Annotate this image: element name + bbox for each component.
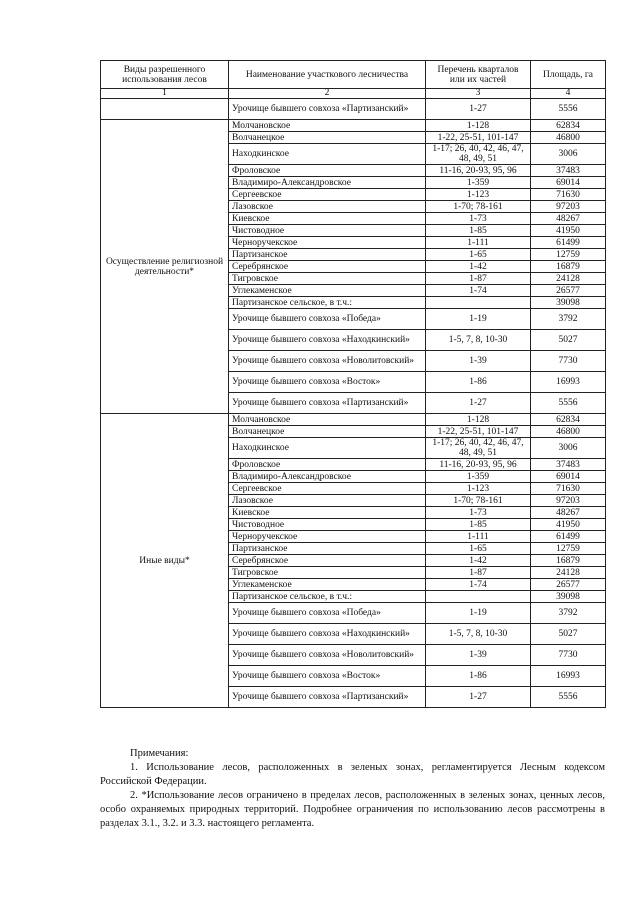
forestry-name: Урочище бывшего совхоза «Новолитовский» bbox=[229, 351, 426, 372]
header-forestry-name: Наименование участкового лесничества bbox=[229, 61, 426, 89]
forestry-name: Фроловское bbox=[229, 165, 426, 177]
area: 61499 bbox=[531, 531, 606, 543]
forestry-name: Черноручекское bbox=[229, 531, 426, 543]
quarters: 1-73 bbox=[426, 507, 531, 519]
column-number-row bbox=[101, 89, 606, 99]
quarters: 1-19 bbox=[426, 603, 531, 624]
quarters: 1-86 bbox=[426, 372, 531, 393]
forestry-name: Урочище бывшего совхоза «Находкинский» bbox=[229, 624, 426, 645]
area: 16993 bbox=[531, 666, 606, 687]
forestry-name: Волчанецкое bbox=[229, 426, 426, 438]
use-type-cell bbox=[101, 99, 229, 120]
area: 48267 bbox=[531, 507, 606, 519]
area: 69014 bbox=[531, 471, 606, 483]
forestry-name: Черноручекское bbox=[229, 237, 426, 249]
area: 16993 bbox=[531, 372, 606, 393]
quarters: 1-5, 7, 8, 10-30 bbox=[426, 330, 531, 351]
area: 39098 bbox=[531, 297, 606, 309]
area: 48267 bbox=[531, 213, 606, 225]
quarters: 1-19 bbox=[426, 309, 531, 330]
area: 16879 bbox=[531, 261, 606, 273]
area: 62834 bbox=[531, 414, 606, 426]
forestry-name: Серебрянское bbox=[229, 261, 426, 273]
forestry-name: Урочище бывшего совхоза «Восток» bbox=[229, 372, 426, 393]
quarters: 1-359 bbox=[426, 471, 531, 483]
forestry-name: Молчановское bbox=[229, 414, 426, 426]
area: 3006 bbox=[531, 144, 606, 165]
area: 37483 bbox=[531, 165, 606, 177]
forestry-name: Урочище бывшего совхоза «Восток» bbox=[229, 666, 426, 687]
quarters: 1-85 bbox=[426, 225, 531, 237]
quarters: 1-128 bbox=[426, 414, 531, 426]
header-area: Площадь, га bbox=[531, 61, 606, 89]
quarters: 1-111 bbox=[426, 531, 531, 543]
forestry-name: Волчанецкое bbox=[229, 132, 426, 144]
area: 5556 bbox=[531, 393, 606, 414]
area: 12759 bbox=[531, 543, 606, 555]
forestry-name: Урочище бывшего совхоза «Победа» bbox=[229, 309, 426, 330]
use-type-cell: Осуществление религиозной деятельности* bbox=[101, 120, 229, 414]
quarters: 11-16, 20-93, 95, 96 bbox=[426, 165, 531, 177]
area: 97203 bbox=[531, 201, 606, 213]
quarters: 1-123 bbox=[426, 483, 531, 495]
forestry-name: Фроловское bbox=[229, 459, 426, 471]
forestry-name: Партизанское bbox=[229, 249, 426, 261]
use-type-cell: Иные виды* bbox=[101, 414, 229, 708]
quarters: 11-16, 20-93, 95, 96 bbox=[426, 459, 531, 471]
column-number: 4 bbox=[531, 89, 606, 99]
header-quarters: Перечень кварталов или их частей bbox=[426, 61, 531, 89]
quarters: 1-87 bbox=[426, 567, 531, 579]
header-row bbox=[101, 61, 606, 89]
quarters: 1-70; 78-161 bbox=[426, 201, 531, 213]
area: 41950 bbox=[531, 519, 606, 531]
quarters: 1-39 bbox=[426, 351, 531, 372]
area: 41950 bbox=[531, 225, 606, 237]
quarters: 1-27 bbox=[426, 687, 531, 708]
area: 24128 bbox=[531, 567, 606, 579]
forestry-name: Киевское bbox=[229, 507, 426, 519]
forestry-name: Углекаменское bbox=[229, 579, 426, 591]
forestry-name: Сергеевское bbox=[229, 483, 426, 495]
area: 62834 bbox=[531, 120, 606, 132]
quarters: 1-85 bbox=[426, 519, 531, 531]
forestry-name: Партизанское сельское, в т.ч.: bbox=[229, 297, 426, 309]
forestry-name: Находкинское bbox=[229, 438, 426, 459]
area: 5027 bbox=[531, 330, 606, 351]
area: 24128 bbox=[531, 273, 606, 285]
quarters bbox=[426, 297, 531, 309]
area: 3792 bbox=[531, 309, 606, 330]
forestry-name: Тигровское bbox=[229, 567, 426, 579]
note-2: 2. *Использование лесов ограничено в пределах лесов, расположенных в зеленых зонах, ценных лесов, особо охраняемых природных территорий. Подробнее ограничения по использованию лесов рассмотрены в разделах 3.1., 3.2. и 3.3. настоящего регламента. bbox=[100, 790, 605, 829]
quarters: 1-39 bbox=[426, 645, 531, 666]
forestry-name: Лазовское bbox=[229, 201, 426, 213]
forestry-name: Партизанское bbox=[229, 543, 426, 555]
quarters: 1-359 bbox=[426, 177, 531, 189]
area: 71630 bbox=[531, 483, 606, 495]
forest-use-table bbox=[100, 60, 606, 708]
forestry-name: Владимиро-Александровское bbox=[229, 177, 426, 189]
quarters: 1-86 bbox=[426, 666, 531, 687]
quarters: 1-17; 26, 40, 42, 46, 47, 48, 49, 51 bbox=[426, 438, 531, 459]
forestry-name: Урочище бывшего совхоза «Новолитовский» bbox=[229, 645, 426, 666]
forestry-name: Урочище бывшего совхоза «Партизанский» bbox=[229, 687, 426, 708]
area: 5556 bbox=[531, 99, 606, 120]
quarters: 1-73 bbox=[426, 213, 531, 225]
forestry-name: Урочище бывшего совхоза «Находкинский» bbox=[229, 330, 426, 351]
quarters: 1-74 bbox=[426, 579, 531, 591]
area: 46800 bbox=[531, 426, 606, 438]
area: 3792 bbox=[531, 603, 606, 624]
forestry-name: Владимиро-Александровское bbox=[229, 471, 426, 483]
quarters: 1-42 bbox=[426, 261, 531, 273]
header-use-type: Виды разрешенного использования лесов bbox=[101, 61, 229, 89]
forestry-name: Углекаменское bbox=[229, 285, 426, 297]
area: 39098 bbox=[531, 591, 606, 603]
forestry-name: Сергеевское bbox=[229, 189, 426, 201]
table-row bbox=[101, 414, 606, 426]
forestry-name: Чистоводное bbox=[229, 519, 426, 531]
area: 7730 bbox=[531, 351, 606, 372]
column-number: 2 bbox=[229, 89, 426, 99]
forestry-name: Урочище бывшего совхоза «Победа» bbox=[229, 603, 426, 624]
forestry-name: Урочище бывшего совхоза «Партизанский» bbox=[229, 99, 426, 120]
quarters: 1-22, 25-51, 101-147 bbox=[426, 426, 531, 438]
area: 61499 bbox=[531, 237, 606, 249]
area: 12759 bbox=[531, 249, 606, 261]
quarters: 1-123 bbox=[426, 189, 531, 201]
area: 46800 bbox=[531, 132, 606, 144]
column-number: 3 bbox=[426, 89, 531, 99]
area: 26577 bbox=[531, 579, 606, 591]
area: 5556 bbox=[531, 687, 606, 708]
quarters: 1-22, 25-51, 101-147 bbox=[426, 132, 531, 144]
area: 97203 bbox=[531, 495, 606, 507]
quarters bbox=[426, 591, 531, 603]
forestry-name: Находкинское bbox=[229, 144, 426, 165]
area: 71630 bbox=[531, 189, 606, 201]
forestry-name: Серебрянское bbox=[229, 555, 426, 567]
quarters: 1-42 bbox=[426, 555, 531, 567]
area: 5027 bbox=[531, 624, 606, 645]
area: 69014 bbox=[531, 177, 606, 189]
quarters: 1-27 bbox=[426, 393, 531, 414]
area: 7730 bbox=[531, 645, 606, 666]
quarters: 1-65 bbox=[426, 249, 531, 261]
area: 16879 bbox=[531, 555, 606, 567]
table-row bbox=[101, 99, 606, 120]
quarters: 1-70; 78-161 bbox=[426, 495, 531, 507]
quarters: 1-17; 26, 40, 42, 46, 47, 48, 49, 51 bbox=[426, 144, 531, 165]
quarters: 1-111 bbox=[426, 237, 531, 249]
quarters: 1-128 bbox=[426, 120, 531, 132]
forestry-name: Лазовское bbox=[229, 495, 426, 507]
notes-title: Примечания: bbox=[130, 748, 189, 759]
forestry-name: Киевское bbox=[229, 213, 426, 225]
area: 37483 bbox=[531, 459, 606, 471]
quarters: 1-74 bbox=[426, 285, 531, 297]
forestry-name: Партизанское сельское, в т.ч.: bbox=[229, 591, 426, 603]
forestry-name: Тигровское bbox=[229, 273, 426, 285]
forestry-name: Урочище бывшего совхоза «Партизанский» bbox=[229, 393, 426, 414]
forestry-name: Молчановское bbox=[229, 120, 426, 132]
note-1: 1. Использование лесов, расположенных в зеленых зонах, регламентируется Лесным кодексом Российской Федерации. bbox=[100, 762, 605, 787]
quarters: 1-5, 7, 8, 10-30 bbox=[426, 624, 531, 645]
area: 26577 bbox=[531, 285, 606, 297]
forestry-name: Чистоводное bbox=[229, 225, 426, 237]
notes bbox=[100, 747, 605, 831]
quarters: 1-27 bbox=[426, 99, 531, 120]
quarters: 1-87 bbox=[426, 273, 531, 285]
quarters: 1-65 bbox=[426, 543, 531, 555]
area: 3006 bbox=[531, 438, 606, 459]
column-number: 1 bbox=[101, 89, 229, 99]
table-row bbox=[101, 120, 606, 132]
